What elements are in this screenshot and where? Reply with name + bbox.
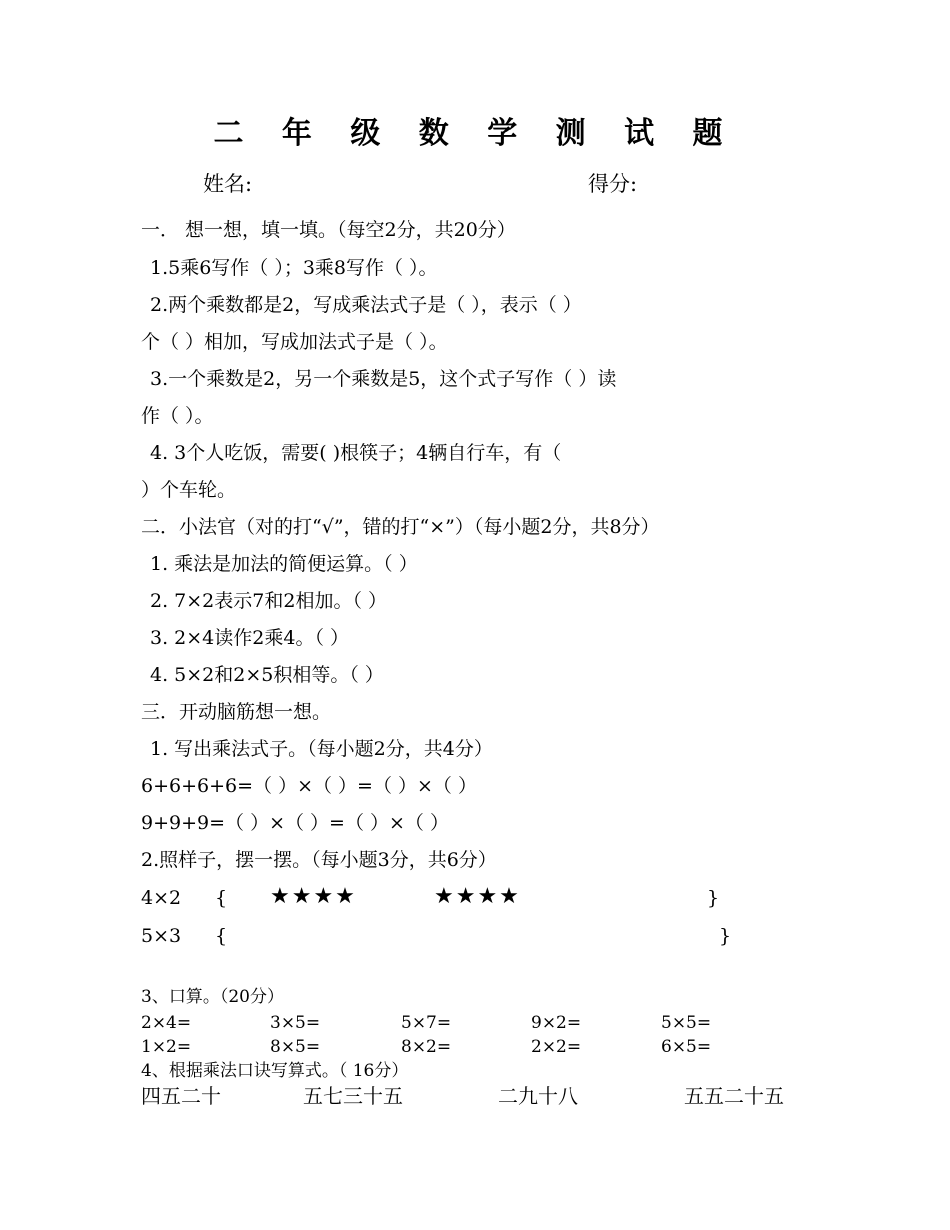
mental-math-item: 2×4= xyxy=(141,1013,192,1033)
mental-math-heading: 3、口算。（20分） xyxy=(141,987,284,1007)
multiplication-expression: 9+9+9=（ ）×（ ）=（ ）×（ ） xyxy=(141,812,449,834)
multiplication-expression: 6+6+6+6=（ ）×（ ）=（ ）×（ ） xyxy=(141,775,477,797)
close-brace: } xyxy=(707,887,720,909)
mental-math-item: 8×5= xyxy=(270,1037,321,1057)
section1-q4-line1: 4. 3个人吃饭，需要( )根筷子；4辆自行车，有（ xyxy=(150,442,562,464)
mental-math-item: 9×2= xyxy=(531,1013,582,1033)
name-label: 姓名: xyxy=(203,172,253,196)
section2-item: 3. 2×4读作2乘4。（ ） xyxy=(150,627,349,649)
example-expression: 4×2 xyxy=(141,887,182,909)
star-group: ★★★★ xyxy=(270,884,357,909)
section1-q2-line1: 2.两个乘数都是2，写成乘法式子是（ ），表示（ ） xyxy=(150,294,582,316)
section3-sub1-heading: 1. 写出乘法式子。（每小题2分，共4分） xyxy=(150,738,493,760)
mental-math-item: 1×2= xyxy=(141,1037,192,1057)
formula-heading: 4、根据乘法口诀写算式。（ 16分） xyxy=(141,1061,409,1081)
section1-q2-line2: 个（ ）相加，写成加法式子是（ ）。 xyxy=(141,331,448,353)
section1-q4-line2: ）个车轮。 xyxy=(141,479,237,501)
mental-math-item: 6×5= xyxy=(661,1037,712,1057)
mental-math-item: 5×7= xyxy=(401,1013,452,1033)
section1-q3-line2: 作（ ）。 xyxy=(141,405,214,427)
section1-q3-line1: 3.一个乘数是2，另一个乘数是5，这个式子写作（ ）读 xyxy=(150,368,617,390)
section2-item: 1. 乘法是加法的简便运算。（ ） xyxy=(150,553,418,575)
open-brace: { xyxy=(215,925,228,947)
section2-item: 2. 7×2表示7和2相加。（ ） xyxy=(150,590,387,612)
mental-math-item: 3×5= xyxy=(270,1013,321,1033)
formula-rhyme: 四五二十 xyxy=(141,1084,221,1108)
score-label: 得分: xyxy=(588,172,638,196)
mental-math-item: 8×2= xyxy=(401,1037,452,1057)
section3-sub2-heading: 2.照样子，摆一摆。（每小题3分，共6分） xyxy=(141,849,497,871)
formula-rhyme: 五七三十五 xyxy=(303,1084,403,1108)
section2-heading: 二．小法官（对的打“√”，错的打“×”）（每小题2分，共8分） xyxy=(141,516,660,538)
formula-rhyme: 五五二十五 xyxy=(684,1084,784,1108)
section1-q1: 1.5乘6写作（ ）；3乘8写作（ ）。 xyxy=(150,257,438,279)
section3-heading: 三．开动脑筋想一想。 xyxy=(141,701,332,723)
star-group: ★★★★ xyxy=(434,884,521,909)
mental-math-item: 5×5= xyxy=(661,1013,712,1033)
section1-heading: 一． 想一想，填一填。（每空2分，共20分） xyxy=(141,219,516,241)
practice-expression: 5×3 xyxy=(141,925,182,947)
open-brace: { xyxy=(215,887,228,909)
mental-math-item: 2×2= xyxy=(531,1037,582,1057)
close-brace: } xyxy=(719,925,732,947)
page-title: 二 年 级 数 学 测 试 题 xyxy=(213,116,737,151)
formula-rhyme: 二九十八 xyxy=(498,1084,578,1108)
section2-item: 4. 5×2和2×5积相等。（ ） xyxy=(150,664,384,686)
